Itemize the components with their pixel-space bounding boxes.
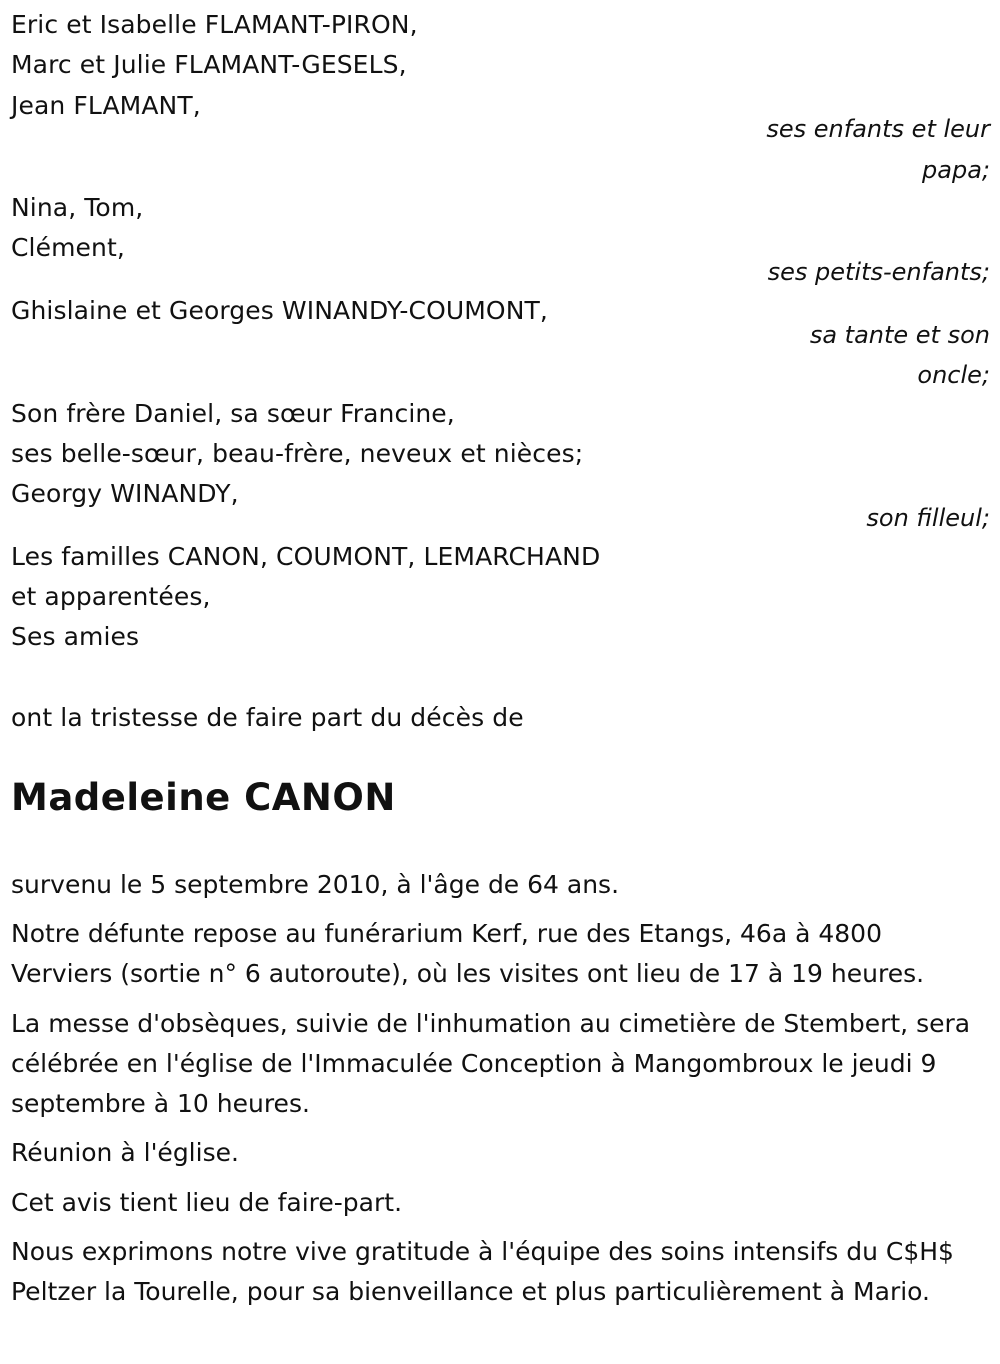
- family-member-line: Georgy WINANDY,: [11, 479, 239, 508]
- family-member-line: ses belle-sœur, beau-frère, neveux et nièces;: [11, 439, 584, 468]
- relation-label: ses enfants et leur: [766, 115, 990, 143]
- family-member-line: Eric et Isabelle FLAMANT-PIRON,: [11, 10, 418, 39]
- meeting-info: Réunion à l'église.: [11, 1138, 239, 1167]
- relation-label: papa;: [922, 156, 990, 184]
- announcement-text: ont la tristesse de faire part du décès de: [11, 703, 524, 732]
- relation-label: sa tante et son: [809, 321, 990, 349]
- family-member-line: Ghislaine et Georges WINANDY-COUMONT,: [11, 296, 548, 325]
- deceased-name: Madeleine CANON: [11, 776, 396, 819]
- relation-label: oncle;: [917, 361, 990, 389]
- family-member-line: Marc et Julie FLAMANT-GESELS,: [11, 50, 407, 79]
- funerarium-info: Notre défunte repose au funérarium Kerf, rue des Etangs, 46a à 4800 Verviers (sortie n° 6 autoroute), où les visites ont lieu de 17 à 19 heures.: [11, 919, 925, 988]
- relation-label: son filleul;: [866, 504, 990, 532]
- family-member-line: Jean FLAMANT,: [11, 91, 201, 120]
- family-member-line: Clément,: [11, 233, 125, 262]
- death-info: survenu le 5 septembre 2010, à l'âge de 64 ans.: [11, 870, 620, 899]
- relation-label: ses petits-enfants;: [767, 258, 990, 286]
- family-member-line: Les familles CANON, COUMONT, LEMARCHAND: [11, 542, 601, 571]
- notice-info: Cet avis tient lieu de faire-part.: [11, 1188, 403, 1217]
- family-member-line: et apparentées,: [11, 582, 211, 611]
- mass-info: La messe d'obsèques, suivie de l'inhumation au cimetière de Stembert, sera célébrée en l'église de l'Immaculée Conception à Mangombroux le jeudi 9 septembre à 10 heures.: [11, 1009, 971, 1118]
- family-member-line: Nina, Tom,: [11, 193, 144, 222]
- family-member-line: Son frère Daniel, sa sœur Francine,: [11, 399, 455, 428]
- family-member-line: Ses amies: [11, 622, 140, 651]
- gratitude-info: Nous exprimons notre vive gratitude à l'équipe des soins intensifs du C$H$ Peltzer la Tourelle, pour sa bienveillance et plus particulièrement à Mario.: [11, 1237, 954, 1306]
